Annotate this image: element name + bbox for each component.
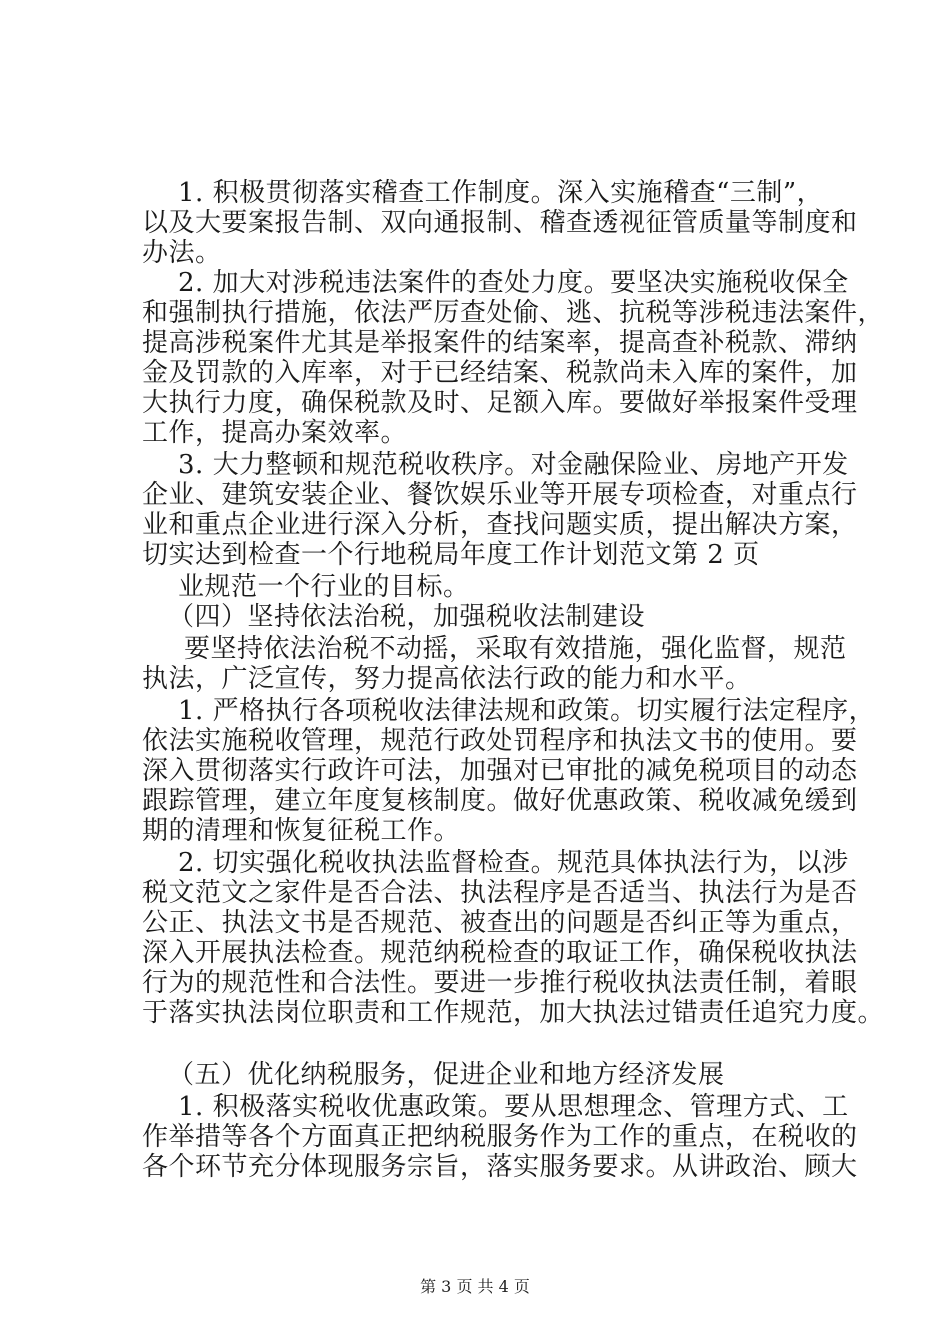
text-line: 2. 加大对涉税违法案件的查处力度。要坚决实施税收保全 (178, 268, 849, 298)
text-line: 1. 严格执行各项税收法律法规和政策。切实履行法定程序， (178, 696, 876, 726)
text-line: 3. 大力整顿和规范税收秩序。对金融保险业、房地产开发 (178, 450, 849, 480)
text-line: 大执行力度，确保税款及时、足额入库。要做好举报案件受理 (142, 388, 858, 418)
text-line: 执法，广泛宣传，努力提高依法行政的能力和水平。 (142, 664, 752, 694)
text-line: 期的清理和恢复征税工作。 (142, 816, 461, 846)
text-line: 业和重点企业进行深入分析，查找问题实质，提出解决方案， (142, 510, 858, 540)
text-line: 依法实施税收管理，规范行政处罚程序和执法文书的使用。要 (142, 726, 858, 756)
text-line: 业规范一个行业的目标。 (178, 572, 470, 602)
text-line: 公正、执法文书是否规范、被查出的问题是否纠正等为重点， (142, 908, 858, 938)
text-line: 2. 切实强化税收执法监督检查。规范具体执法行为，以涉 (178, 848, 849, 878)
page-footer: 第 3 页 共 4 页 (420, 1277, 530, 1296)
text-line: 金及罚款的入库率，对于已经结案、税款尚未入库的案件，加 (142, 358, 858, 388)
text-line: 办法。 (142, 238, 222, 268)
text-line: 提高涉税案件尤其是举报案件的结案率，提高查补税款、滞纳 (142, 328, 858, 358)
section-heading: （四）坚持依法治税，加强税收法制建设 (168, 602, 646, 632)
text-line: 工作，提高办案效率。 (142, 418, 408, 448)
text-line: 切实达到检查一个行地税局年度工作计划范文第 2 页 (142, 540, 760, 570)
text-line: 行为的规范性和合法性。要进一步推行税收执法责任制，着眼 (142, 968, 858, 998)
text-line: 深入贯彻落实行政许可法，加强对已审批的减免税项目的动态 (142, 756, 858, 786)
text-line: 要坚持依法治税不动摇，采取有效措施，强化监督，规范 (184, 634, 847, 664)
text-line: 作举措等各个方面真正把纳税服务作为工作的重点，在税收的 (142, 1122, 858, 1152)
text-line: 于落实执法岗位职责和工作规范，加大执法过错责任追究力度。 (142, 998, 885, 1028)
text-line: 深入开展执法检查。规范纳税检查的取证工作，确保税收执法 (142, 938, 858, 968)
text-line: 以及大要案报告制、双向通报制、稽查透视征管质量等制度和 (142, 208, 858, 238)
text-line: 企业、建筑安装企业、餐饮娱乐业等开展专项检查，对重点行 (142, 480, 858, 510)
text-line: 1. 积极落实税收优惠政策。要从思想理念、管理方式、工 (178, 1092, 849, 1122)
text-line: 各个环节充分体现服务宗旨，落实服务要求。从讲政治、顾大 (142, 1152, 858, 1182)
text-line: 和强制执行措施，依法严厉查处偷、逃、抗税等涉税违法案件， (142, 298, 885, 328)
text-line: 跟踪管理，建立年度复核制度。做好优惠政策、税收减免缓到 (142, 786, 858, 816)
section-heading: （五）优化纳税服务，促进企业和地方经济发展 (168, 1060, 725, 1090)
text-line: 1. 积极贯彻落实稽查工作制度。深入实施稽查“三制”， (178, 178, 824, 208)
text-line: 税文范文之家件是否合法、执法程序是否适当、执法行为是否 (142, 878, 858, 908)
